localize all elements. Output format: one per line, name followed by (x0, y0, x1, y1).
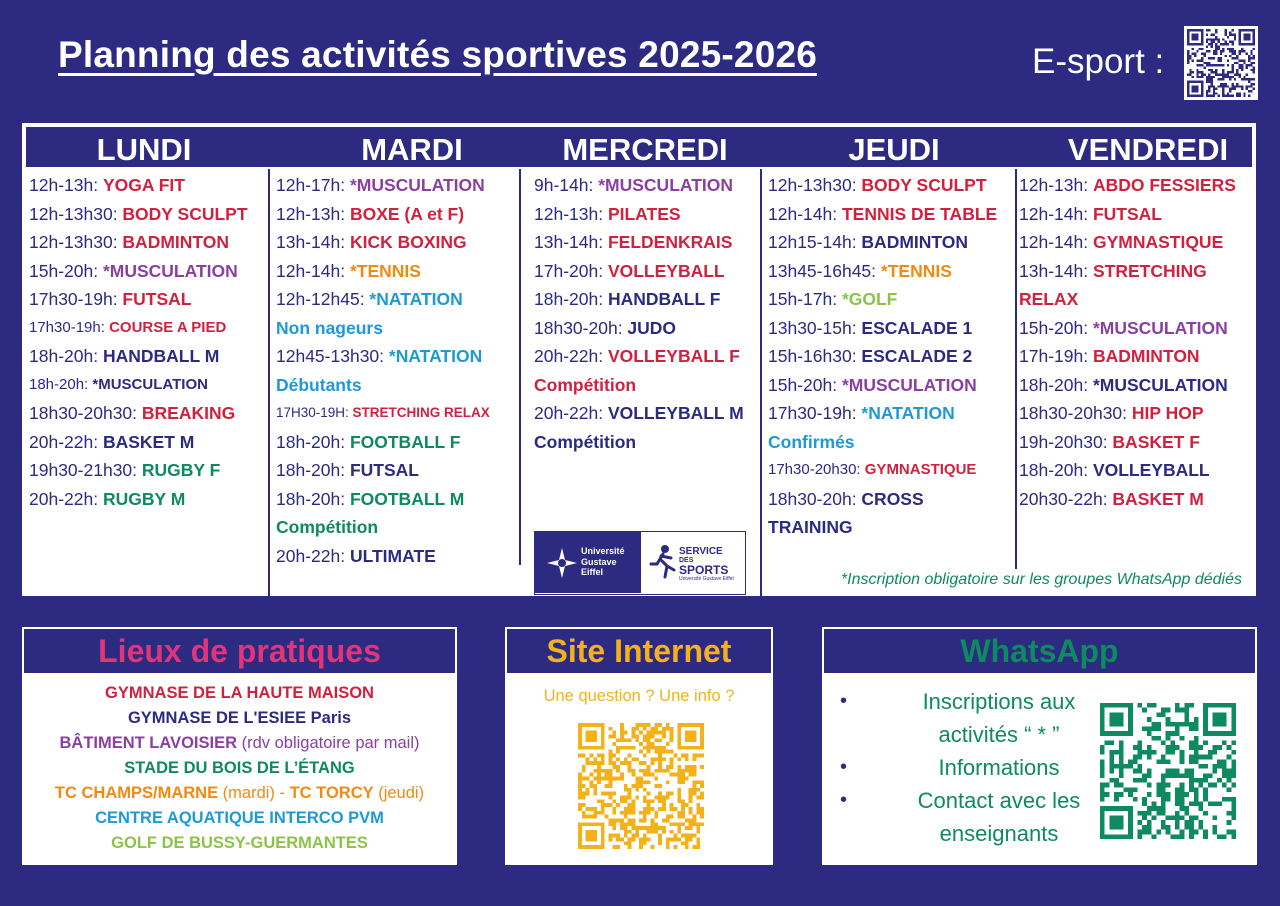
entry-time: 18h30-20h30: (1019, 403, 1132, 423)
lieu-text: CENTRE AQUATIQUE INTERCO PVM (95, 809, 384, 827)
entry-time: 13h-14h: (276, 232, 350, 252)
entry-time: 12h15-14h: (768, 232, 862, 252)
entry-activity: BADMINTON (861, 232, 969, 252)
qr-pattern (1187, 29, 1255, 97)
entry-time: 19h-20h30: (1019, 431, 1113, 452)
entry-activity: RUGBY M (102, 488, 186, 509)
entry-activity: BASKET M (102, 431, 195, 452)
entry-time: 18h-20h: (1019, 374, 1093, 395)
qr-pattern (578, 723, 704, 849)
day-name-mardi: MARDI (361, 132, 463, 167)
whatsapp-panel (820, 625, 1259, 867)
entry-activity: *GOLF (841, 289, 898, 309)
site-subtitle: Une question ? Une info ? (543, 687, 735, 705)
entry-time: 20h-22h: (534, 346, 608, 366)
schedule-entry (1019, 342, 1236, 371)
schedule-entry (276, 228, 490, 257)
day-name-vendredi: VENDREDI (1067, 132, 1229, 167)
day-name-mercredi: MERCREDI (562, 132, 728, 167)
lieu-item (22, 781, 457, 806)
entry-activity: BREAKING (141, 403, 236, 423)
day-name-jeudi: JEUDI (848, 132, 940, 167)
whatsapp-title: WhatsApp (824, 629, 1255, 673)
schedule-entry (276, 428, 490, 457)
entry-activity: ESCALADE 2 (861, 346, 973, 366)
entry-time: 20h-22h: (29, 431, 103, 452)
entry-activity: *MUSCULATION (349, 175, 485, 195)
entry-time: 13h-14h: (534, 232, 608, 252)
entry-activity: KICK BOXING (349, 232, 467, 252)
entry-time: 12h-13h: (276, 203, 350, 224)
lieu-text: GYMNASE DE L'ESIEE Paris (127, 709, 352, 727)
entry-activity: PILATES (607, 203, 681, 224)
entry-activity: *MUSCULATION (841, 374, 977, 395)
entry-activity: BOXE (A et F) (349, 203, 465, 224)
entry-time: 18h-20h: (276, 460, 350, 480)
entry-time: 12h-13h30: (29, 203, 123, 224)
entry-time: 15h-20h: (1019, 317, 1093, 338)
entry-time: 12h-14h: (1019, 203, 1093, 224)
service-subtitle: Université Gustave Eiffel (679, 576, 734, 582)
entry-activity: RUGBY F (141, 460, 221, 480)
schedule-entry (1019, 371, 1236, 400)
schedule-entry (768, 456, 997, 485)
schedule-entry (1019, 171, 1236, 200)
entry-activity: Débutants (276, 374, 362, 395)
entry-activity: VOLLEYBALL M (607, 403, 744, 423)
entry-activity: JUDO (627, 317, 677, 338)
entry-activity: TENNIS DE TABLE (841, 203, 998, 224)
schedule-entry (276, 513, 490, 542)
lieu-text: TC CHAMPS/MARNE (54, 784, 219, 802)
entry-activity: *NATATION (388, 346, 483, 366)
whatsapp-item (836, 784, 1116, 850)
entry-time: 18h-20h: (29, 346, 103, 366)
inscription-note: *Inscription obligatoire sur les groupes WhatsApp dédiés (840, 571, 1242, 588)
lieu-item (22, 681, 457, 706)
schedule-entry (768, 228, 997, 257)
schedule-entry (768, 200, 997, 229)
entry-time: 12h-13h: (29, 175, 103, 195)
entry-activity: ESCALADE 1 (861, 317, 973, 338)
entry-activity: FUTSAL (1092, 203, 1162, 224)
schedule-entry (1019, 285, 1236, 314)
entry-time: 13h-14h: (1019, 260, 1093, 281)
entry-time: 20h-22h: (534, 403, 608, 423)
schedule-entry (768, 485, 997, 514)
site-title: Site Internet (507, 629, 771, 673)
entry-time: 13h45-16h45: (768, 260, 881, 281)
entry-activity: BODY SCULPT (122, 203, 248, 224)
schedule-entry (29, 456, 248, 485)
entry-activity: *NATATION (861, 403, 955, 423)
entry-activity: FUTSAL (349, 460, 419, 480)
schedule-entry (768, 171, 997, 200)
entry-time: 12h45-13h30: (276, 346, 389, 366)
entry-time: 12h-12h45: (276, 289, 370, 309)
esport-label: E-sport : (1032, 42, 1165, 81)
entry-activity: FOOTBALL M (349, 488, 465, 509)
column-divider (760, 169, 762, 598)
entry-time: 13h30-15h: (768, 317, 862, 338)
entry-time: 12h-14h: (768, 203, 842, 224)
schedule-entry (534, 399, 744, 428)
bullet-icon: • (840, 690, 848, 712)
service-line-2: DES (679, 557, 694, 564)
entry-activity: CROSS (861, 488, 924, 509)
entry-activity: TRAINING (768, 517, 853, 537)
service-line-1: SERVICE (679, 546, 723, 557)
lieu-text: TC TORCY (289, 784, 374, 802)
entry-time: 18h-20h: (276, 488, 350, 509)
schedule-entry (1019, 314, 1236, 343)
day-header-bar (26, 127, 1252, 167)
entry-activity: *NATATION (369, 289, 463, 309)
schedule-entry (534, 314, 744, 343)
entry-activity: RELAX (1019, 289, 1079, 309)
day-column-jeudi (768, 171, 997, 542)
service-line-3: SPORTS (679, 563, 729, 577)
schedule-entry (768, 399, 997, 428)
lieu-text: BÂTIMENT LAVOISIER (59, 734, 238, 752)
lieu-text: GYMNASE DE LA HAUTE MAISON (105, 684, 374, 702)
schedule-entry (1019, 257, 1236, 286)
entry-activity: GYMNASTIQUE (864, 461, 977, 478)
schedule-entry (29, 228, 248, 257)
bullet-icon: • (840, 789, 848, 811)
entry-activity: COURSE A PIED (109, 318, 227, 336)
entry-time: 12h-13h: (534, 203, 608, 224)
entry-activity: *TENNIS (880, 260, 952, 281)
schedule-entry (276, 200, 490, 229)
entry-time: 18h30-20h30: (29, 403, 142, 423)
schedule-entry (534, 200, 744, 229)
entry-time: 17h30-19h: (768, 403, 862, 423)
entry-time: 17h30-19h: (29, 289, 123, 309)
entry-time: 17H30-19H: (276, 405, 353, 420)
whatsapp-item-text: Contact avec les enseignants (917, 788, 1081, 846)
entry-time: 17h-20h: (534, 260, 608, 281)
day-column-mardi (276, 171, 490, 570)
day-name-lundi: LUNDI (96, 132, 192, 167)
lieu-text: (rdv obligatoire par mail) (237, 734, 420, 752)
entry-time: 17h-19h: (1019, 346, 1093, 366)
schedule-entry (276, 485, 490, 514)
schedule-entry (1019, 200, 1236, 229)
bullet-icon: • (840, 756, 848, 778)
entry-activity: BADMINTON (122, 232, 230, 252)
entry-time: 18h-20h: (29, 375, 93, 393)
entry-time: 12h-14h: (276, 260, 350, 281)
schedule-entry (1019, 428, 1236, 457)
esport-qr-code-icon[interactable] (1184, 26, 1258, 100)
schedule-entry (29, 200, 248, 229)
lieu-item (22, 706, 457, 731)
runner-icon (647, 544, 677, 580)
lieux-panel (20, 625, 459, 867)
entry-activity: Compétition (534, 431, 637, 452)
site-qr-code-icon[interactable] (578, 723, 704, 849)
whatsapp-item-text: Inscriptions aux activités “ * ” (922, 689, 1076, 747)
schedule-entry (29, 485, 248, 514)
schedule-entry (29, 342, 248, 371)
schedule-entry (29, 171, 248, 200)
site-panel (503, 625, 775, 867)
whatsapp-list (836, 685, 1116, 850)
schedule-entry (768, 257, 997, 286)
day-column-lundi (29, 171, 248, 513)
lieux-title: Lieux de pratiques (24, 629, 455, 673)
schedule-entry (534, 171, 744, 200)
entry-activity: *MUSCULATION (92, 375, 208, 393)
entry-activity: Compétition (534, 374, 637, 395)
schedule-entry (534, 257, 744, 286)
entry-activity: VOLLEYBALL (607, 260, 725, 281)
university-logo (534, 531, 746, 595)
entry-time: 15h-17h: (768, 289, 842, 309)
schedule-entry (29, 314, 248, 343)
schedule-entry (276, 314, 490, 343)
schedule-entry (534, 342, 744, 371)
schedule-entry (768, 513, 997, 542)
entry-activity: FELDENKRAIS (607, 232, 733, 252)
lieu-item (22, 806, 457, 831)
schedule-entry (276, 456, 490, 485)
column-divider (1015, 169, 1017, 569)
entry-activity: *MUSCULATION (1092, 374, 1228, 395)
entry-activity: Confirmés (768, 431, 855, 452)
schedule-entry (768, 428, 997, 457)
schedule-entry (29, 428, 248, 457)
schedule-entry (1019, 456, 1236, 485)
entry-time: 18h30-20h: (768, 488, 862, 509)
lieu-text: GOLF DE BUSSY-GUERMANTES (111, 834, 368, 852)
entry-activity: VOLLEYBALL F (607, 346, 740, 366)
entry-activity: VOLLEYBALL (1092, 460, 1210, 480)
entry-activity: *TENNIS (349, 260, 421, 281)
entry-time: 12h-14h: (1019, 232, 1093, 252)
entry-time: 9h-14h: (534, 175, 599, 195)
schedule-entry (276, 399, 490, 428)
schedule-entry (1019, 399, 1236, 428)
entry-activity: YOGA FIT (102, 175, 185, 195)
schedule-entry (534, 285, 744, 314)
uge-line-1: Université (581, 546, 625, 556)
schedule-entry (276, 342, 490, 371)
entry-time: 20h-22h: (276, 545, 350, 566)
entry-activity: FOOTBALL F (349, 431, 461, 452)
column-divider (519, 169, 521, 565)
schedule-entry (768, 342, 997, 371)
uge-star-icon (545, 546, 579, 580)
entry-time: 18h-20h: (276, 431, 350, 452)
schedule-entry (276, 257, 490, 286)
uge-line-2: Gustave (581, 556, 617, 567)
entry-activity: *MUSCULATION (598, 175, 734, 195)
entry-activity: BODY SCULPT (861, 175, 987, 195)
entry-time: 20h30-22h: (1019, 488, 1113, 509)
lieu-text: (jeudi) (373, 784, 425, 802)
entry-activity: ULTIMATE (349, 545, 436, 566)
entry-time: 17h30-19h: (29, 318, 110, 336)
lieu-item (22, 756, 457, 781)
schedule-entry (29, 285, 248, 314)
schedule-entry (534, 428, 744, 457)
schedule-entry (29, 371, 248, 400)
whatsapp-item (836, 751, 1116, 784)
entry-time: 18h30-20h: (534, 317, 628, 338)
entry-time: 18h-20h: (1019, 460, 1093, 480)
entry-time: 15h-20h: (29, 260, 103, 281)
schedule-entry (1019, 228, 1236, 257)
entry-activity: Compétition (276, 517, 379, 537)
universite-gustave-eiffel-logo (535, 532, 641, 593)
entry-time: 20h-22h: (29, 488, 103, 509)
entry-activity: BADMINTON (1092, 346, 1200, 366)
entry-time: 17h30-20h30: (768, 461, 865, 478)
page-title: Planning des activités sportives 2025-2026 (58, 34, 818, 75)
schedule-entry (768, 371, 997, 400)
day-column-vendredi (1019, 171, 1236, 513)
lieu-text: (mardi) - (218, 784, 290, 802)
uge-line-3: Eiffel (581, 567, 604, 577)
column-divider (268, 169, 270, 598)
entry-time: 15h-16h30: (768, 346, 862, 366)
entry-time: 19h30-21h30: (29, 460, 142, 480)
entry-activity: BASKET M (1112, 488, 1204, 509)
entry-time: 12h-13h30: (29, 232, 123, 252)
schedule-entry (534, 228, 744, 257)
schedule-entry (1019, 485, 1236, 514)
entry-activity: *MUSCULATION (1092, 317, 1228, 338)
entry-activity: HANDBALL F (607, 289, 721, 309)
whatsapp-item (836, 685, 1116, 751)
entry-time: 12h-13h: (1019, 175, 1093, 195)
entry-activity: HANDBALL M (102, 346, 220, 366)
entry-activity: GYMNASTIQUE (1092, 232, 1224, 252)
entry-time: 12h-13h30: (768, 175, 862, 195)
schedule-entry (276, 171, 490, 200)
schedule-entry (534, 371, 744, 400)
entry-activity: STRETCHING (1092, 260, 1207, 281)
schedule-entry (276, 285, 490, 314)
weekly-schedule (20, 121, 1258, 598)
schedule-entry (768, 314, 997, 343)
entry-time: 18h-20h: (534, 289, 608, 309)
whatsapp-item-text: Informations (938, 755, 1060, 780)
entry-activity: STRETCHING RELAX (352, 405, 490, 420)
entry-activity: BASKET F (1112, 431, 1200, 452)
schedule-entry (29, 257, 248, 286)
schedule-entry (276, 371, 490, 400)
schedule-entry (29, 399, 248, 428)
day-column-mercredi (534, 171, 744, 456)
entry-activity: ABDO FESSIERS (1092, 175, 1236, 195)
lieu-item (22, 831, 457, 856)
entry-activity: *MUSCULATION (102, 260, 238, 281)
lieu-item (22, 731, 457, 756)
entry-time: 15h-20h: (768, 374, 842, 395)
schedule-entry (276, 542, 490, 571)
entry-activity: Non nageurs (276, 317, 383, 338)
lieu-text: STADE DU BOIS DE L’ÉTANG (124, 759, 355, 777)
entry-time: 12h-17h: (276, 175, 350, 195)
lieux-list (22, 681, 457, 856)
whatsapp-qr-code-icon[interactable] (1100, 703, 1236, 839)
entry-activity: HIP HOP (1131, 403, 1204, 423)
qr-pattern (1100, 703, 1236, 839)
schedule-entry (768, 285, 997, 314)
entry-activity: FUTSAL (122, 289, 192, 309)
